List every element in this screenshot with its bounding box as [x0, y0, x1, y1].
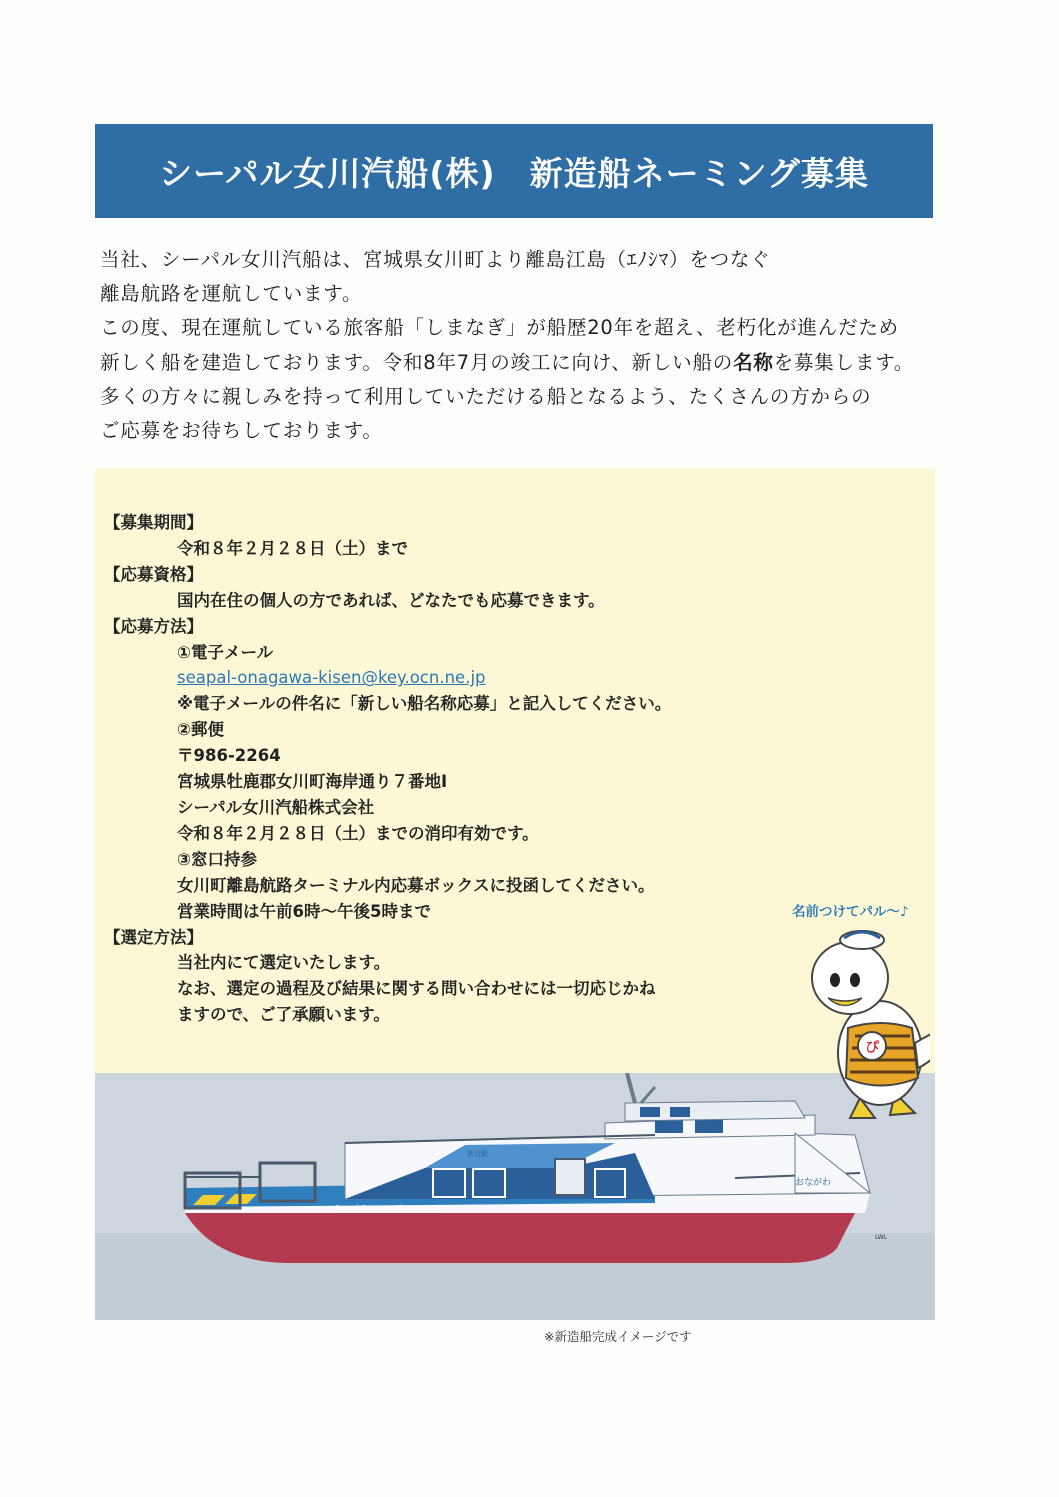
intro-line: ご応募をお待ちしております。 — [100, 419, 383, 443]
email-note: ※電子メールの件名に「新しい船名称応募」と記入してください。 — [177, 694, 672, 714]
intro-text — [100, 243, 1000, 448]
intro-line-part: 新しく船を建造しております。令和8年7月の竣工に向け、新しい船の — [100, 350, 734, 374]
email-link[interactable]: seapal-onagawa-kisen@key.ocn.ne.jp — [177, 668, 486, 688]
eligibility-value: 国内在住の個人の方であれば、どなたでも応募できます。 — [177, 590, 605, 610]
window-heading: ③窓口持参 — [177, 849, 257, 869]
intro-line: 多くの方々に親しみを持って利用していただける船となるよう、たくさんの方からの — [100, 384, 872, 408]
selection-text: なお、選定の過程及び結果に関する問い合わせには一切応じかね — [177, 979, 656, 999]
details-list — [104, 510, 804, 1028]
intro-line — [100, 346, 1000, 380]
mail-heading: ②郵便 — [177, 720, 224, 740]
selection-text: ますので、ご了承願います。 — [177, 1005, 390, 1025]
period-value: 令和８年２月２８日（土）まで — [177, 538, 408, 558]
lwl-label: LWL — [875, 1234, 888, 1241]
mascot-caption: 名前つけてパル～♪ — [792, 904, 909, 920]
address: 宮城県牡鹿郡女川町海岸通り７番地Ⅰ — [177, 772, 448, 792]
postmark-note: 令和８年２月２８日（土）までの消印有効です。 — [177, 823, 539, 843]
intro-line: 離島航路を運航しています。 — [100, 282, 363, 306]
window-place: 女川町離島航路ターミナル内応募ボックスに投函してください。 — [177, 875, 655, 895]
mascot-illustration — [800, 918, 930, 1128]
image-caption: ※新造船完成イメージです — [544, 1329, 692, 1344]
intro-line: この度、現在運航している旅客船「しまなぎ」が船歴20年を超え、老朽化が進んだため — [100, 316, 899, 340]
intro-emphasis: 名称 — [733, 350, 774, 374]
method-label: 【応募方法】 — [104, 616, 203, 636]
ship-side-label: 新造船 — [467, 1150, 488, 1158]
title-banner — [95, 124, 933, 218]
selection-label: 【選定方法】 — [104, 927, 203, 947]
email-heading: ①電子メール — [177, 642, 274, 662]
period-label: 【募集期間】 — [104, 513, 203, 532]
svg-text:ぴ: ぴ — [865, 1040, 879, 1056]
eligibility-label: 【応募資格】 — [104, 564, 203, 584]
intro-line: 当社、シーパル女川汽船は、宮城県女川町より離島江島（ｴﾉｼﾏ）をつなぐ — [100, 248, 771, 271]
intro-line-part: を募集します。 — [773, 350, 915, 374]
page-title: シーパル女川汽船(株) 新造船ネーミング募集 — [159, 153, 869, 193]
postal-code: 〒986-2264 — [177, 746, 281, 766]
ship-hull-text: Seapal Onagawa Kisen co.,Ltd — [335, 1204, 441, 1212]
window-hours: 営業時間は午前6時～午後5時まで — [177, 901, 431, 921]
company-name: シーパル女川汽船株式会社 — [177, 797, 375, 817]
ship-name: おながわ — [795, 1178, 832, 1188]
selection-text: 当社内にて選定いたします。 — [177, 953, 391, 973]
